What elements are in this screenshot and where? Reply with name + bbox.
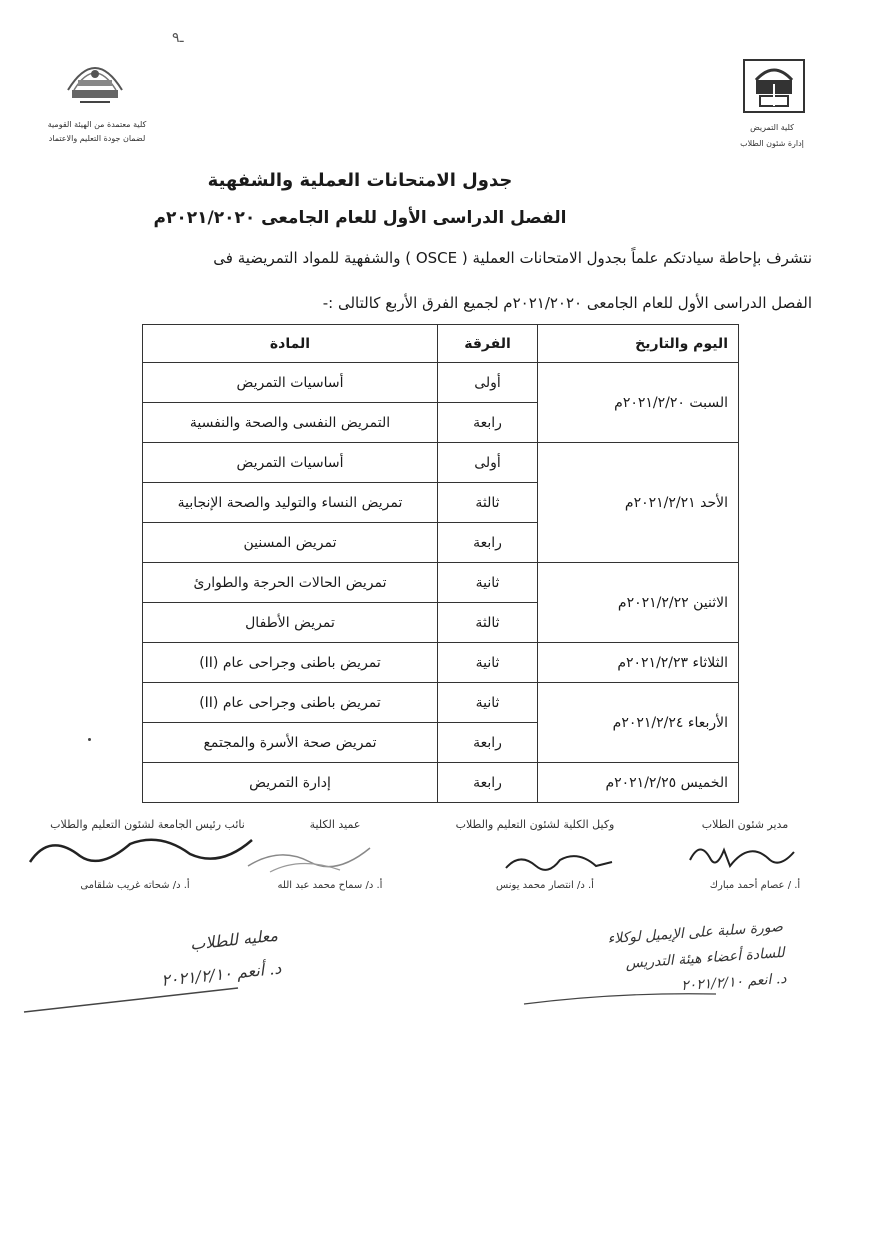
- document-subtitle: الفصل الدراسى الأول للعام الجامعى ٢٠٢١/٢٠٢٠م: [153, 208, 567, 228]
- day-cell: الثلاثاء ٢٠٢١/٢/٢٣م: [538, 643, 739, 683]
- day-cell: الأربعاء ٢٠٢١/٢/٢٤م: [538, 683, 739, 763]
- accreditation-logo: [60, 50, 130, 112]
- group-cell: رابعة: [438, 523, 538, 563]
- signatory-name: أ. / عصام أحمد مبارك: [709, 880, 801, 891]
- day-cell: الاثنين ٢٠٢١/٢/٢٢م: [538, 563, 739, 643]
- group-cell: رابعة: [438, 723, 538, 763]
- subject-cell: إدارة التمريض: [143, 763, 438, 803]
- signature-mark: [500, 846, 620, 880]
- group-cell: ثانية: [438, 563, 538, 603]
- subject-cell: تمريض صحة الأسرة والمجتمع: [143, 723, 438, 763]
- signatory-name: أ. د/ سماح محمد عبد الله: [277, 880, 383, 891]
- signature-mark: [20, 826, 260, 876]
- speck: [88, 738, 91, 741]
- subject-cell: تمريض المسنين: [143, 523, 438, 563]
- exam-schedule-table: [142, 324, 739, 803]
- header-subject: المادة: [143, 325, 438, 363]
- faculty-logo: [742, 58, 806, 114]
- signature-mark: [240, 836, 380, 880]
- table-row: [143, 683, 739, 723]
- table-row: [143, 363, 739, 403]
- intro-line-2: الفصل الدراسى الأول للعام الجامعى ٢٠٢١/٢٠٢٠م لجميع الفرق الأربع كالتالى :-: [322, 294, 812, 312]
- group-cell: ثالثة: [438, 483, 538, 523]
- group-cell: أولى: [438, 443, 538, 483]
- subject-cell: أساسيات التمريض: [143, 443, 438, 483]
- group-cell: رابعة: [438, 763, 538, 803]
- header-group: الفرقة: [438, 325, 538, 363]
- handwritten-note-left: معليه للطلاب د. أنعم ٢٠٢١/٢/١٠: [160, 925, 283, 991]
- header-day: اليوم والتاريخ: [538, 325, 739, 363]
- signatory-title: وكيل الكلية لشئون التعليم والطلاب: [455, 818, 615, 831]
- handwritten-underline: [520, 988, 720, 1008]
- right-logo-caption: كلية التمريض إدارة شئون الطلاب: [740, 123, 804, 148]
- table-header-row: [143, 325, 739, 363]
- handwritten-note-right: صورة سلبة على الإيميل لوكلاء للسادة أعضاء هيئة التدريس د. انعم ٢٠٢١/٢/١٠: [607, 918, 788, 995]
- subject-cell: أساسيات التمريض: [143, 363, 438, 403]
- table-row: [143, 643, 739, 683]
- subject-cell: تمريض باطنى وجراحى عام (II): [143, 643, 438, 683]
- signatory-title: نائب رئيس الجامعة لشئون التعليم والطلاب: [50, 818, 245, 831]
- document-title: جدول الامتحانات العملية والشفهية: [207, 170, 513, 191]
- group-cell: ثانية: [438, 683, 538, 723]
- subject-cell: التمريض النفسى والصحة والنفسية: [143, 403, 438, 443]
- group-cell: أولى: [438, 363, 538, 403]
- table-row: [143, 443, 739, 483]
- signatory-name: أ. د/ شحاته غريب شلقامى: [80, 880, 190, 891]
- signatory-title: مدير شئون الطلاب: [701, 818, 789, 831]
- day-cell: السبت ٢٠٢١/٢/٢٠م: [538, 363, 739, 443]
- intro-line-1: نتشرف بإحاطة سيادتكم علماً بجدول الامتحانات العملية ( OSCE ) والشفهية للمواد التمريضية فى: [213, 249, 812, 267]
- group-cell: رابعة: [438, 403, 538, 443]
- table-row: [143, 763, 739, 803]
- day-cell: الخميس ٢٠٢١/٢/٢٥م: [538, 763, 739, 803]
- signatory-title: عميد الكلية: [309, 818, 361, 831]
- subject-cell: تمريض الأطفال: [143, 603, 438, 643]
- subject-cell: تمريض الحالات الحرجة والطوارئ: [143, 563, 438, 603]
- left-logo-caption: كلية معتمدة من الهيئة القومية لضمان جودة التعليم والاعتماد: [47, 120, 147, 143]
- subject-cell: تمريض باطنى وجراحى عام (II): [143, 683, 438, 723]
- group-cell: ثالثة: [438, 603, 538, 643]
- table-row: [143, 563, 739, 603]
- signature-mark: [680, 830, 800, 878]
- subject-cell: تمريض النساء والتوليد والصحة الإنجابية: [143, 483, 438, 523]
- group-cell: ثانية: [438, 643, 538, 683]
- handwritten-mark: ـ٩: [172, 30, 184, 46]
- signatory-name: أ. د/ انتصار محمد يونس: [496, 880, 594, 891]
- handwritten-underline: [22, 982, 242, 1016]
- day-cell: الأحد ٢٠٢١/٢/٢١م: [538, 443, 739, 563]
